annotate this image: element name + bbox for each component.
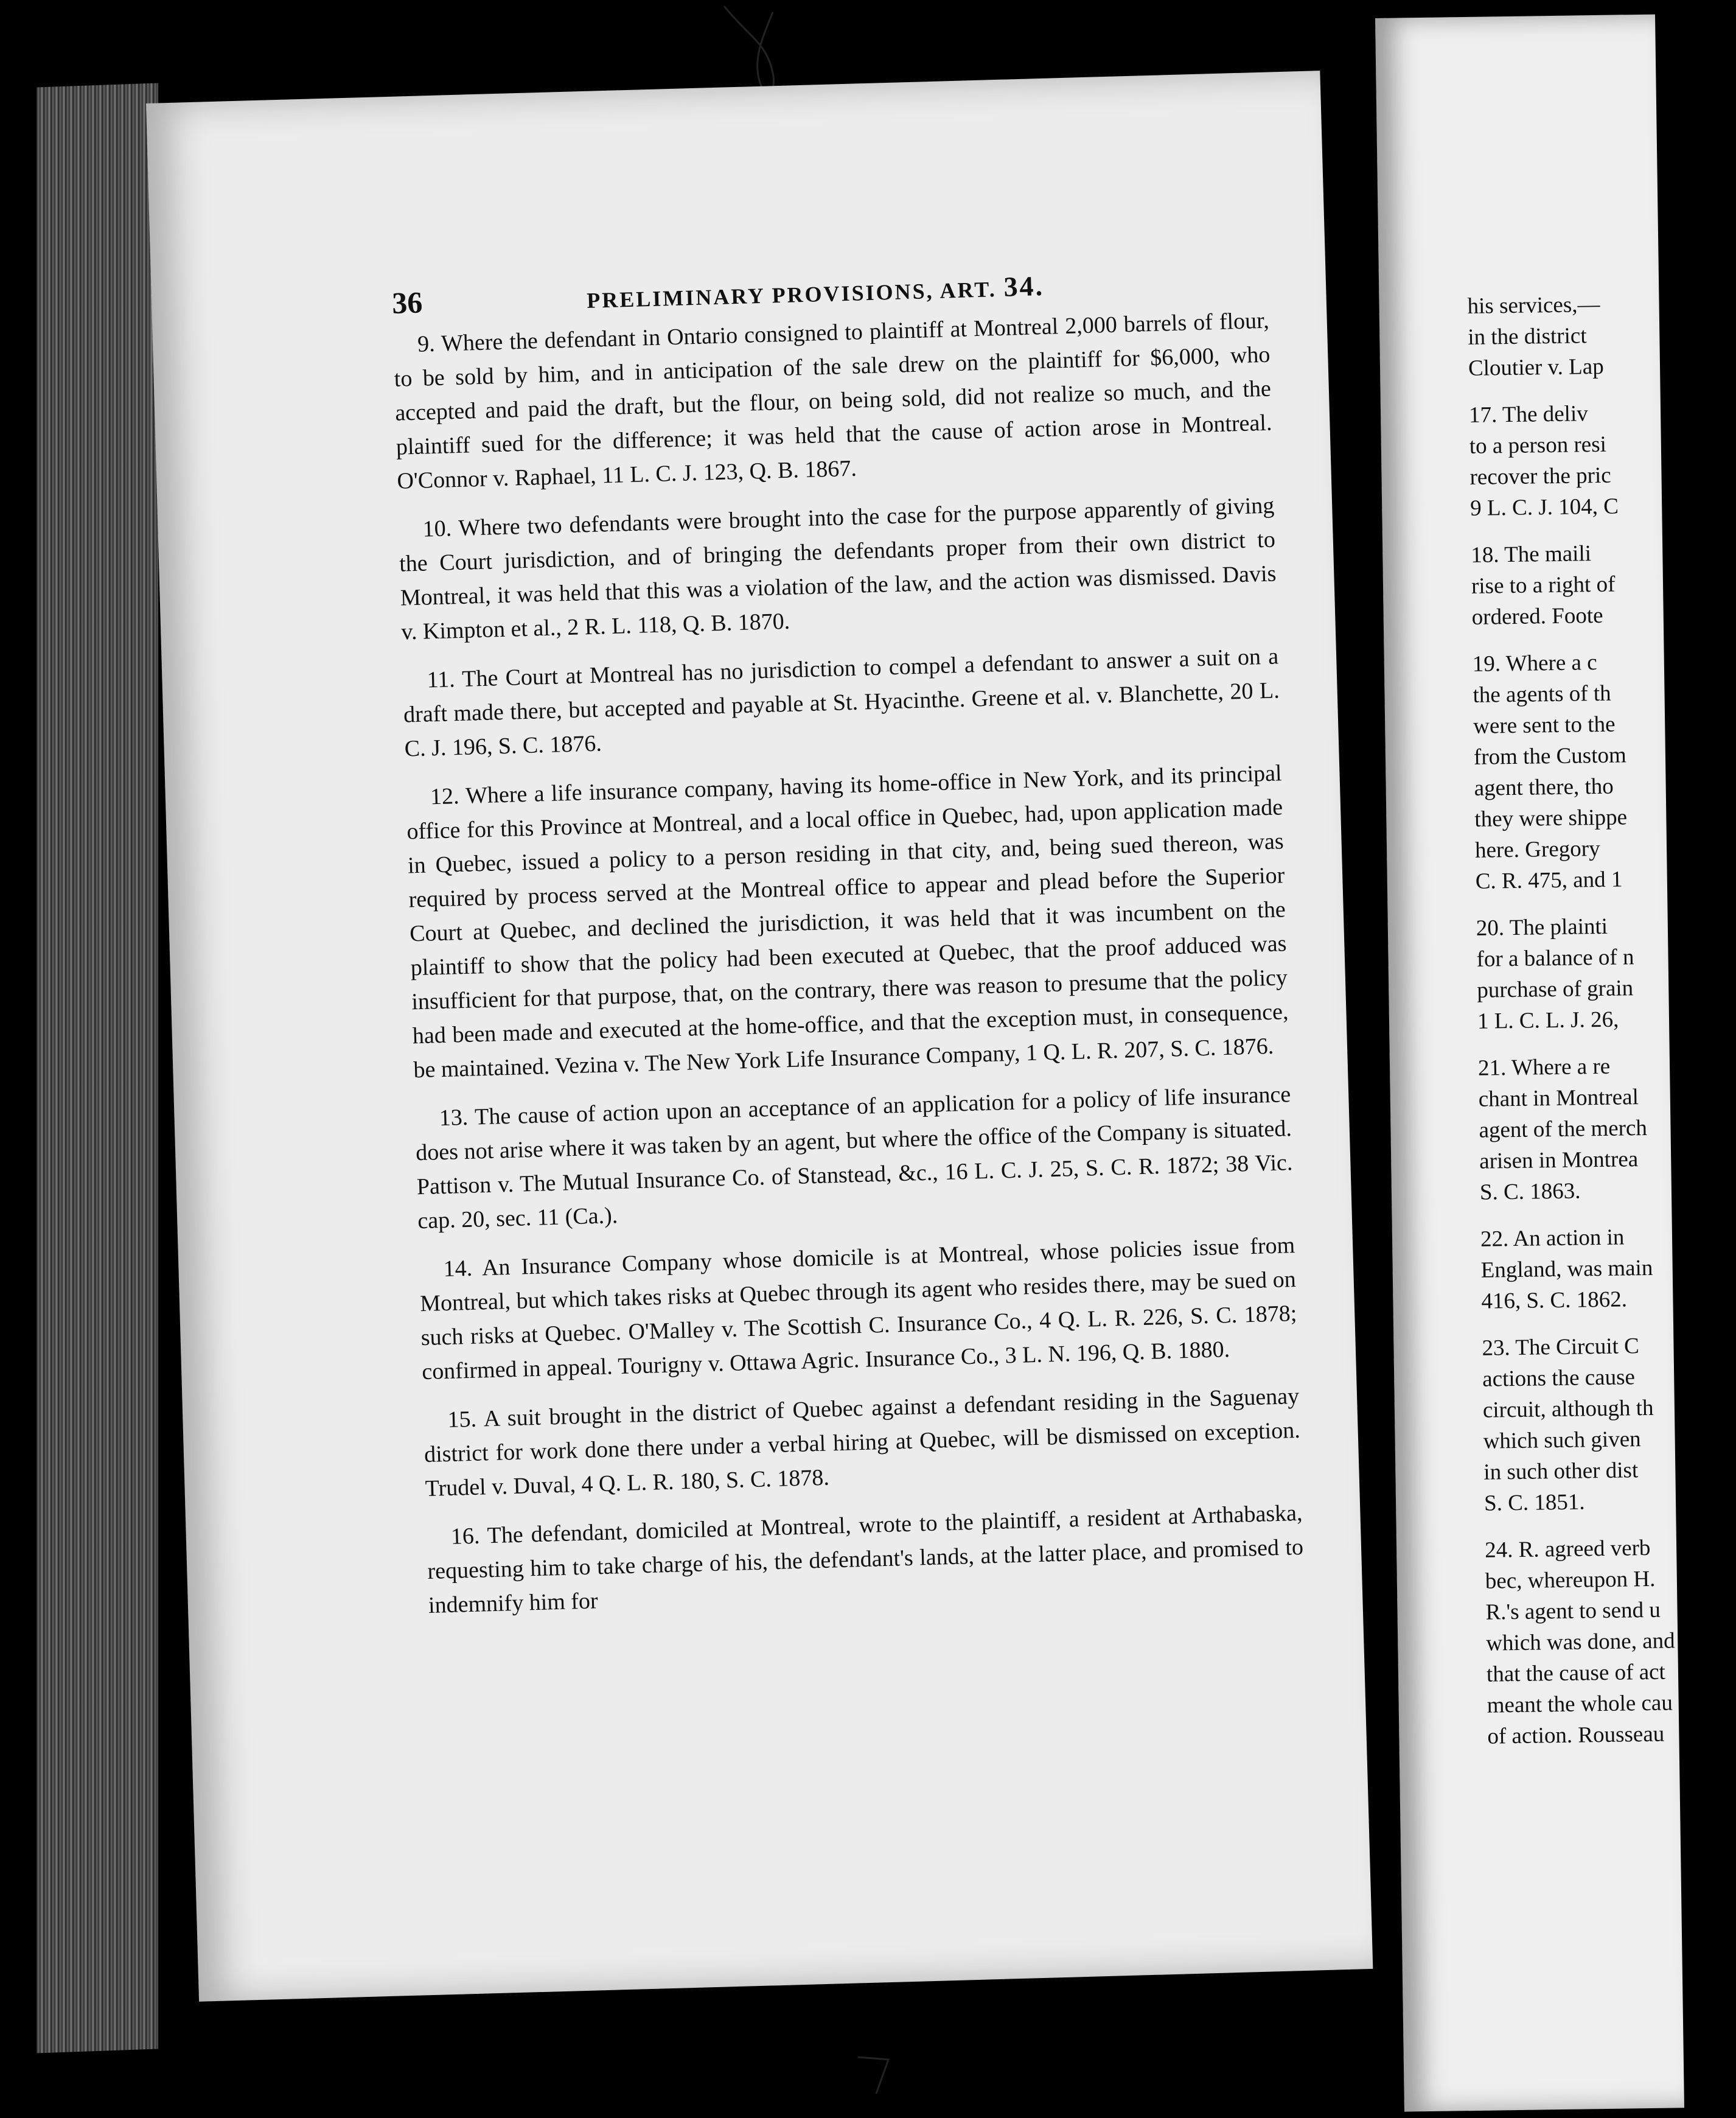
paragraph-14: 14. An Insurance Company whose domicile is at Montreal, whose policies issue from Montreal, but which takes risks at Quebec through its agent who resides there, may be sued on such risks at Quebec. O'Malley v. The Scottish C. Insurance Co., 4 Q. L. R. 226, S. C. 1878; confirmed in appeal. Tourigny v. Ottawa Agric. Insurance Co., 3 L. N. 196, Q. B. 1880.	[419, 1232, 1297, 1385]
header-title: PRELIMINARY PROVISIONS, ART.	[586, 277, 997, 313]
right-page-line: bec, whereupon H.	[1485, 1566, 1656, 1594]
right-page-line: R.'s agent to send u	[1485, 1597, 1661, 1625]
right-page-line: 23. The Circuit C	[1482, 1333, 1640, 1361]
right-page-line: his services,—	[1467, 292, 1600, 319]
right-page-line: agent there, tho	[1474, 774, 1614, 801]
right-page-line: purchase of grain	[1477, 976, 1634, 1003]
right-page-line: 22. An action in	[1480, 1225, 1625, 1252]
right-page-line: from the Custom	[1473, 743, 1626, 770]
right-page-line: Cloutier v. Lap	[1468, 354, 1604, 381]
right-page-line: the agents of th	[1473, 680, 1611, 708]
right-page-line: agent of the merch	[1479, 1115, 1648, 1143]
paragraph-11: 11. The Court at Montreal has no jurisdiction to compel a defendant to answer a suit on a draft made there, but accepted and payable at St. Hyacinthe. Greene et al. v. Blanchette, 20 L. C. J. 196, S. C. 1876.	[403, 643, 1280, 762]
right-page-line: 19. Where a c	[1472, 650, 1597, 677]
right-page-line: 416, S. C. 1862.	[1481, 1287, 1628, 1314]
page-header	[586, 270, 1044, 315]
right-page-line: arisen in Montrea	[1479, 1147, 1639, 1174]
right-page-line: for a balance of n	[1476, 945, 1634, 972]
right-page-line: 24. R. agreed verb	[1484, 1535, 1651, 1563]
right-page-line: S. C. 1863.	[1479, 1178, 1581, 1205]
right-page-line: actions the cause	[1482, 1365, 1636, 1392]
paragraph-15: 15. A suit brought in the district of Quebec against a defendant residing in the Saguenay district for work done there under a verbal hiring at Quebec, will be dismissed on exception. Trudel v. Duval, 4 Q. L. R. 180, S. C. 1878.	[424, 1383, 1301, 1502]
paragraph-16: 16. The defendant, domiciled at Montreal, wrote to the plaintiff, a resident at Arthabaska, requesting him to take charge of his, the defendant's lands, at the latter place, and promised to indemnify him for	[427, 1500, 1304, 1618]
right-page-line: S. C. 1851.	[1483, 1489, 1585, 1516]
right-page-line: to a person resi	[1469, 432, 1607, 459]
right-page-line: meant the whole cau	[1487, 1690, 1673, 1718]
right-page-line: 9 L. C. J. 104, C	[1469, 494, 1619, 521]
paragraph-12: 12. Where a life insurance company, having its home-office in New York, and its principal office for this Province at Montreal, and a local office in Quebec, had, upon application made in Quebec, issued a policy to a person residing in that city, and, being sued thereon, was required by process served at the Montreal office to appear and plead before the Superior Court at Quebec, and declined the jurisdiction, it was held that it was incumbent on the plaintiff to show that the policy had been executed at Quebec, that the proof adduced was insufficient for that purpose, that, on the contrary, there was reason to presume that the policy had been made and executed at the home-office, and that the exception must, in consequence, be maintained. Vezina v. The New York Life Insurance Company, 1 Q. L. R. 207, S. C. 1876.	[406, 760, 1289, 1083]
paragraph-9: 9. Where the defendant in Ontario consigned to plaintiff at Montreal 2,000 barrels of flour, to be sold by him, and in anticipation of the sale drew on the plaintiff for $6,000, who accepted and paid the draft, but the flour, on being sold, did not realize so much, and the plaintiff sued for the difference; it was held that the cause of action arose in Montreal. O'Connor v. Raphael, 11 L. C. J. 123, Q. B. 1867.	[394, 307, 1272, 494]
right-page-line: 20. The plainti	[1476, 914, 1608, 941]
right-page-line: that the cause of act	[1486, 1659, 1666, 1687]
right-page-line: of action. Rousseau	[1487, 1721, 1665, 1749]
right-page-line: 1 L. C. L. J. 26,	[1477, 1007, 1619, 1034]
right-page-line: which was done, and	[1486, 1628, 1675, 1656]
right-page-line: chant in Montreal	[1478, 1085, 1639, 1112]
book-page-edges	[37, 83, 158, 2053]
right-page-line: were sent to the	[1473, 711, 1616, 739]
right-page-line: 17. The deliv	[1468, 401, 1588, 428]
right-page-line: which such given	[1483, 1427, 1641, 1454]
right-page-line: in such other dist	[1483, 1458, 1639, 1485]
paragraph-13: 13. The cause of action upon an acceptance of an application for a policy of life insurance does not arise where it was taken by an agent, but where the office of the Company is situated. Pattison v. The Mutual Insurance Co. of Stanstead, &c., 16 L. C. J. 25, S. C. R. 1872; 38 Vic. cap. 20, sec. 11 (Ca.).	[415, 1082, 1293, 1234]
right-page-line: C. R. 475, and 1	[1475, 867, 1623, 894]
right-page-line: circuit, although th	[1482, 1395, 1654, 1423]
article-number: 34.	[1003, 270, 1045, 302]
right-page-line: in the district	[1468, 323, 1587, 350]
right-page-content	[1467, 287, 1731, 1752]
right-page-line: ordered. Foote	[1471, 603, 1603, 630]
page-number: 36	[391, 285, 424, 320]
right-page-line: here. Gregory	[1474, 836, 1600, 863]
right-page-line: rise to a right of	[1471, 571, 1616, 599]
right-page-line: 18. The maili	[1471, 541, 1592, 568]
left-page	[146, 71, 1373, 2002]
left-page-content	[391, 255, 1305, 1637]
right-page-line: England, was main	[1480, 1255, 1653, 1283]
right-page-line: 21. Where a re	[1477, 1054, 1611, 1081]
paragraph-10: 10. Where two defendants were brought into the case for the purpose apparently of giving the Court jurisdiction, and of bringing the defendants proper from their own district to Montreal, it was held that this was a violation of the law, and the action was dismissed. Davis v. Kimpton et al., 2 R. L. 118, Q. B. 1870.	[399, 492, 1277, 645]
right-page-fragment	[1375, 15, 1684, 2112]
bottom-scratch-mark	[852, 2051, 901, 2100]
right-page-line: recover the pric	[1469, 463, 1611, 490]
right-page-line: they were shippe	[1474, 805, 1628, 832]
